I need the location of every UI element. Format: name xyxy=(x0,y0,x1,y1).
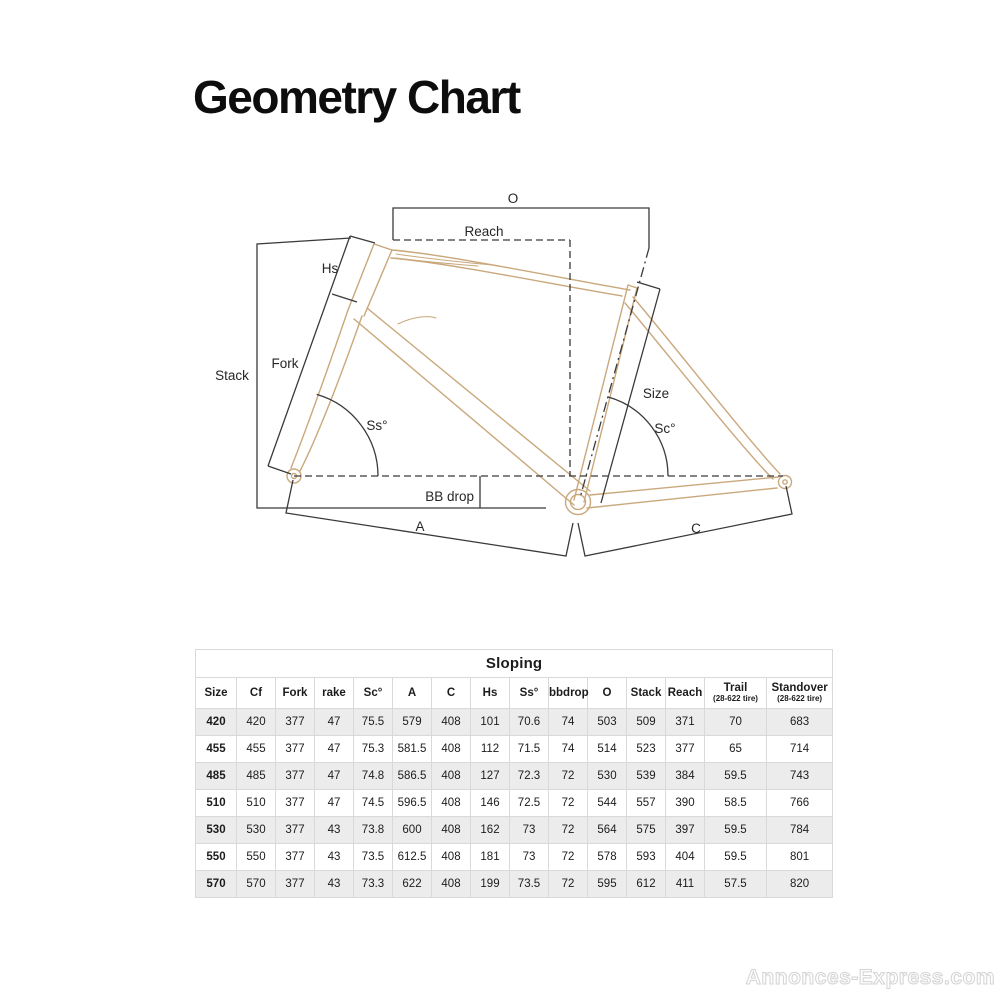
column-header: rake xyxy=(315,678,354,709)
column-header: Reach xyxy=(666,678,705,709)
label-a: A xyxy=(415,519,425,534)
table-cell: 408 xyxy=(432,817,471,844)
bike-frame-diagram-svg xyxy=(195,185,820,570)
table-cell: 74.5 xyxy=(354,790,393,817)
table-cell: 73.5 xyxy=(510,871,549,898)
table-cell: 72 xyxy=(549,817,588,844)
table-cell: 397 xyxy=(666,817,705,844)
table-row xyxy=(196,736,833,763)
table-cell: 509 xyxy=(627,709,666,736)
table-cell: 73 xyxy=(510,844,549,871)
table-cell: 377 xyxy=(276,817,315,844)
table-cell: 181 xyxy=(471,844,510,871)
table-cell: 72.3 xyxy=(510,763,549,790)
table-cell: 59.5 xyxy=(705,817,767,844)
table-cell: 65 xyxy=(705,736,767,763)
table-cell: 377 xyxy=(276,790,315,817)
rear-dropout-hole xyxy=(783,480,787,484)
table-cell: 600 xyxy=(393,817,432,844)
table-cell: 578 xyxy=(588,844,627,871)
table-cell: 101 xyxy=(471,709,510,736)
bottom-bracket-inner xyxy=(571,495,586,510)
table-cell: 71.5 xyxy=(510,736,549,763)
table-cell: 146 xyxy=(471,790,510,817)
column-header: Ss° xyxy=(510,678,549,709)
row-size-cell: 455 xyxy=(196,736,237,763)
o-bracket xyxy=(393,208,649,248)
table-cell: 112 xyxy=(471,736,510,763)
table-cell: 530 xyxy=(588,763,627,790)
table-cell: 72 xyxy=(549,871,588,898)
table-cell: 408 xyxy=(432,844,471,871)
table-cell: 455 xyxy=(237,736,276,763)
table-cell: 411 xyxy=(666,871,705,898)
sc-angle-arc xyxy=(608,397,668,476)
table-cell: 801 xyxy=(767,844,833,871)
table-cell: 586.5 xyxy=(393,763,432,790)
table-cell: 384 xyxy=(666,763,705,790)
table-cell: 377 xyxy=(666,736,705,763)
column-header: bbdrop xyxy=(549,678,588,709)
column-header: Hs xyxy=(471,678,510,709)
table-cell: 43 xyxy=(315,844,354,871)
table-cell: 377 xyxy=(276,871,315,898)
label-fork: Fork xyxy=(271,356,299,371)
table-cell: 408 xyxy=(432,763,471,790)
table-cell: 70 xyxy=(705,709,767,736)
label-stack: Stack xyxy=(215,368,249,383)
seat-axis-line xyxy=(580,248,649,498)
table-cell: 73.5 xyxy=(354,844,393,871)
column-header: Size xyxy=(196,678,237,709)
table-cell: 743 xyxy=(767,763,833,790)
table-cell: 575 xyxy=(627,817,666,844)
table-cell: 683 xyxy=(767,709,833,736)
seat-tube xyxy=(574,285,637,502)
table-cell: 72 xyxy=(549,790,588,817)
table-cell: 408 xyxy=(432,790,471,817)
table-cell: 47 xyxy=(315,790,354,817)
table-cell: 199 xyxy=(471,871,510,898)
table-cell: 557 xyxy=(627,790,666,817)
bottom-bracket-outer xyxy=(566,490,591,515)
geometry-table xyxy=(195,649,833,898)
table-cell: 510 xyxy=(237,790,276,817)
table-cell: 59.5 xyxy=(705,763,767,790)
table-cell: 47 xyxy=(315,736,354,763)
label-o: O xyxy=(507,191,519,206)
table-row xyxy=(196,709,833,736)
table-cell: 127 xyxy=(471,763,510,790)
table-cell: 612.5 xyxy=(393,844,432,871)
row-size-cell: 530 xyxy=(196,817,237,844)
table-cell: 58.5 xyxy=(705,790,767,817)
fork-legs xyxy=(291,310,362,471)
table-cell: 72.5 xyxy=(510,790,549,817)
page-title: Geometry Chart xyxy=(193,71,520,123)
column-header: Stack xyxy=(627,678,666,709)
table-cell: 75.3 xyxy=(354,736,393,763)
table-cell: 820 xyxy=(767,871,833,898)
table-header-row xyxy=(196,678,833,709)
table-cell: 514 xyxy=(588,736,627,763)
row-size-cell: 550 xyxy=(196,844,237,871)
chain-stays xyxy=(587,477,778,508)
column-header: Fork xyxy=(276,678,315,709)
table-cell: 377 xyxy=(276,844,315,871)
table-cell: 70.6 xyxy=(510,709,549,736)
table-cell: 73.3 xyxy=(354,871,393,898)
table-cell: 544 xyxy=(588,790,627,817)
label-c: C xyxy=(691,521,701,536)
label-bbdrop: BB drop xyxy=(425,489,474,504)
head-tube xyxy=(348,244,392,316)
table-cell: 377 xyxy=(276,736,315,763)
label-ss-angle: Ss° xyxy=(366,418,388,433)
table-cell: 622 xyxy=(393,871,432,898)
column-header: Sc° xyxy=(354,678,393,709)
column-header: Standover (28-622 tire) xyxy=(767,678,833,709)
table-cell: 766 xyxy=(767,790,833,817)
c-bracket xyxy=(578,486,792,556)
table-cell: 596.5 xyxy=(393,790,432,817)
top-tube xyxy=(391,250,630,296)
geometry-diagram xyxy=(195,185,820,570)
column-header: Cf xyxy=(237,678,276,709)
label-size: Size xyxy=(642,386,670,401)
row-size-cell: 570 xyxy=(196,871,237,898)
table-cell: 74 xyxy=(549,709,588,736)
table-cell: 72 xyxy=(549,844,588,871)
table-cell: 72 xyxy=(549,763,588,790)
diagram-labels xyxy=(215,191,701,536)
table-cell: 714 xyxy=(767,736,833,763)
column-header: O xyxy=(588,678,627,709)
table-cell: 581.5 xyxy=(393,736,432,763)
table-cell: 593 xyxy=(627,844,666,871)
table-cell: 57.5 xyxy=(705,871,767,898)
table-cell: 612 xyxy=(627,871,666,898)
table-cell: 47 xyxy=(315,763,354,790)
table-cell: 47 xyxy=(315,709,354,736)
column-header: Trail (28-622 tire) xyxy=(705,678,767,709)
column-header: A xyxy=(393,678,432,709)
label-hs: Hs xyxy=(321,261,339,276)
table-cell: 43 xyxy=(315,817,354,844)
table-cell: 74 xyxy=(549,736,588,763)
label-sc-angle: Sc° xyxy=(654,421,676,436)
table-cell: 371 xyxy=(666,709,705,736)
hs-top-tick xyxy=(350,236,375,243)
row-size-cell: 420 xyxy=(196,709,237,736)
table-cell: 570 xyxy=(237,871,276,898)
bike-frame-outline xyxy=(287,244,792,515)
table-cell: 485 xyxy=(237,763,276,790)
table-cell: 390 xyxy=(666,790,705,817)
table-cell: 74.8 xyxy=(354,763,393,790)
table-cell: 43 xyxy=(315,871,354,898)
table-cell: 59.5 xyxy=(705,844,767,871)
table-cell: 408 xyxy=(432,736,471,763)
table-cell: 784 xyxy=(767,817,833,844)
fork-bottom-tick xyxy=(268,466,291,474)
table-cell: 579 xyxy=(393,709,432,736)
table-cell: 377 xyxy=(276,709,315,736)
table-row xyxy=(196,817,833,844)
stack-bracket xyxy=(257,238,546,508)
table-cell: 408 xyxy=(432,709,471,736)
table-row xyxy=(196,844,833,871)
table-cell: 523 xyxy=(627,736,666,763)
table-cell: 162 xyxy=(471,817,510,844)
table-cell: 420 xyxy=(237,709,276,736)
table-cell: 564 xyxy=(588,817,627,844)
table-cell: 408 xyxy=(432,871,471,898)
table-cell: 404 xyxy=(666,844,705,871)
table-cell: 530 xyxy=(237,817,276,844)
row-size-cell: 510 xyxy=(196,790,237,817)
table-title-row xyxy=(196,650,833,678)
rear-dropout xyxy=(779,476,792,489)
table-cell: 377 xyxy=(276,763,315,790)
table-cell: 503 xyxy=(588,709,627,736)
table-cell: 73 xyxy=(510,817,549,844)
table-row xyxy=(196,871,833,898)
ss-angle-arc xyxy=(317,394,378,476)
table-cell: 73.8 xyxy=(354,817,393,844)
table-cell: 539 xyxy=(627,763,666,790)
table-row xyxy=(196,790,833,817)
label-reach: Reach xyxy=(464,224,504,239)
row-size-cell: 485 xyxy=(196,763,237,790)
table-title: Sloping xyxy=(196,650,833,678)
table-row xyxy=(196,763,833,790)
table-cell: 550 xyxy=(237,844,276,871)
watermark: Annonces-Express.com xyxy=(745,966,995,989)
table-cell: 595 xyxy=(588,871,627,898)
column-header: C xyxy=(432,678,471,709)
table-cell: 75.5 xyxy=(354,709,393,736)
